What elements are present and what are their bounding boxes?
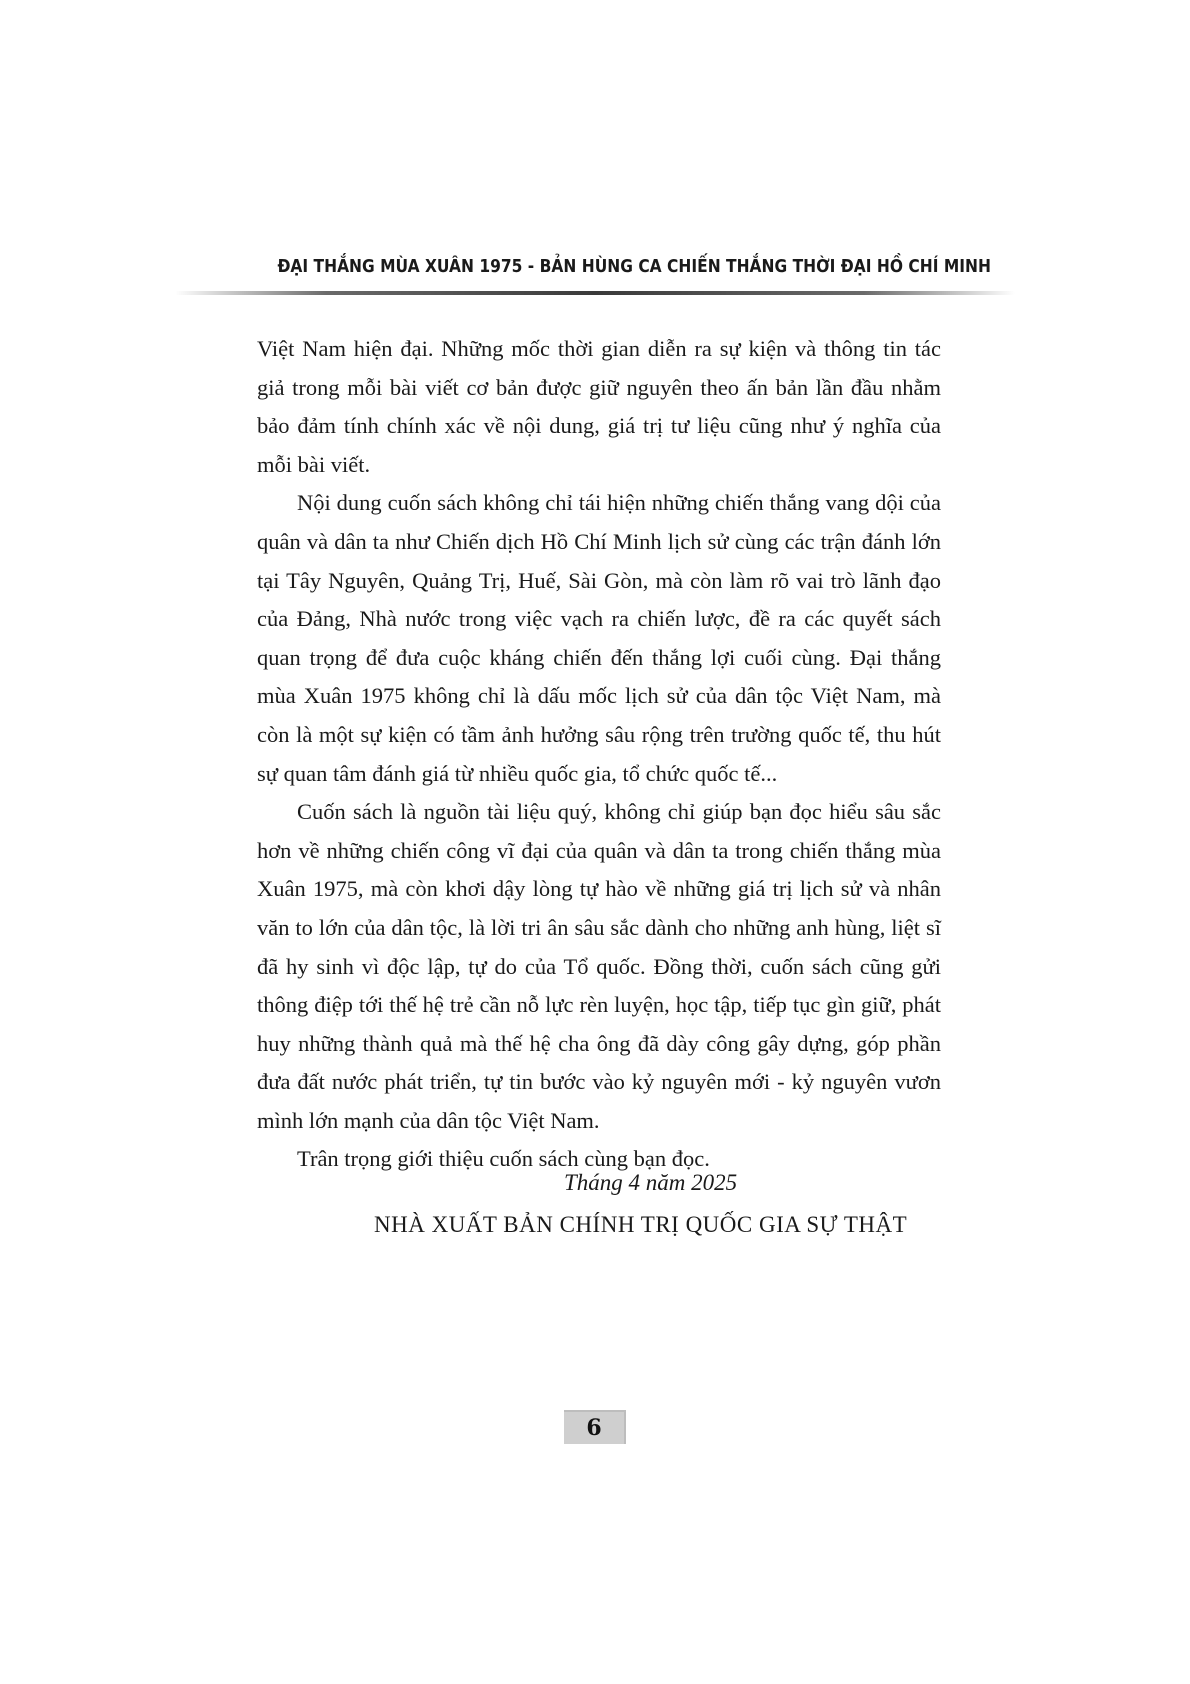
body-text bbox=[257, 330, 941, 1179]
paragraph: Cuốn sách là nguồn tài liệu quý, không chỉ giúp bạn đọc hiểu sâu sắc hơn về những chiến công vĩ đại của quân và dân ta trong chiến thắng mùa Xuân 1975, mà còn khơi dậy lòng tự hào về những giá trị lịch sử và nhân văn to lớn của dân tộc, là lời tri ân sâu sắc dành cho những anh hùng, liệt sĩ đã hy sinh vì độc lập, tự do của Tổ quốc. Đồng thời, cuốn sách cũng gửi thông điệp tới thế hệ trẻ cần nỗ lực rèn luyện, học tập, tiếp tục gìn giữ, phát huy những thành quả mà thế hệ cha ông đã dày công gây dựng, góp phần đưa đất nước phát triển, tự tin bước vào kỷ nguyên mới - kỷ nguyên vươn mình lớn mạnh của dân tộc Việt Nam. bbox=[257, 799, 941, 1133]
page-number-badge: 6 bbox=[564, 1410, 626, 1444]
header-divider bbox=[175, 291, 1015, 295]
paragraph: Việt Nam hiện đại. Những mốc thời gian diễn ra sự kiện và thông tin tác giả trong mỗi bài viết cơ bản được giữ nguyên theo ấn bản lần đầu nhằm bảo đảm tính chính xác về nội dung, giá trị tư liệu cũng như ý nghĩa của mỗi bài viết. bbox=[257, 336, 941, 477]
signature-date: Tháng 4 năm 2025 bbox=[564, 1170, 738, 1195]
paragraph: Trân trọng giới thiệu cuốn sách cùng bạn đọc. bbox=[297, 1146, 710, 1172]
running-header-title: ĐẠI THẮNG MÙA XUÂN 1975 - BẢN HÙNG CA CHIẾN THẮNG THỜI ĐẠI HỒ CHÍ MINH bbox=[277, 256, 991, 277]
paragraph: Nội dung cuốn sách không chỉ tái hiện những chiến thắng vang dội của quân và dân ta như Chiến dịch Hồ Chí Minh lịch sử cùng các trận đánh lớn tại Tây Nguyên, Quảng Trị, Huế, Sài Gòn, mà còn làm rõ vai trò lãnh đạo của Đảng, Nhà nước trong việc vạch ra chiến lược, đề ra các quyết sách quan trọng để đưa cuộc kháng chiến đến thắng lợi cuối cùng. Đại thắng mùa Xuân 1975 không chỉ là dấu mốc lịch sử của dân tộc Việt Nam, mà còn là một sự kiện có tầm ảnh hưởng sâu rộng trên trường quốc tế, thu hút sự quan tâm đánh giá từ nhiều quốc gia, tổ chức quốc tế... bbox=[257, 490, 941, 786]
signature-publisher: NHÀ XUẤT BẢN CHÍNH TRỊ QUỐC GIA SỰ THẬT bbox=[374, 1212, 908, 1237]
